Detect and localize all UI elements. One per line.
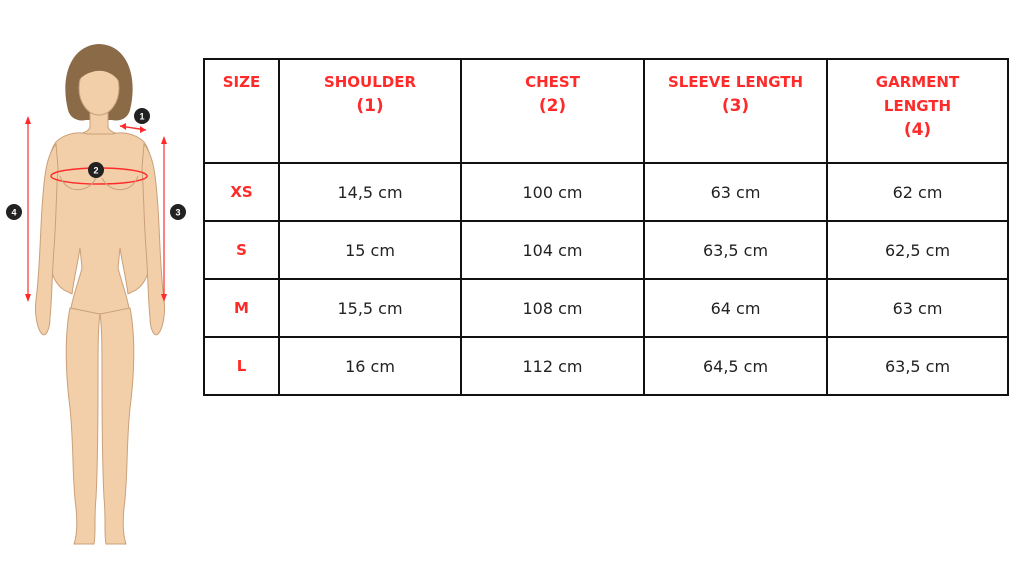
header-sleeve-length: SLEEVE LENGTH (3) <box>644 59 827 163</box>
sleeve-cell: 63,5 cm <box>644 221 827 279</box>
chest-cell: 108 cm <box>461 279 644 337</box>
chest-cell: 104 cm <box>461 221 644 279</box>
svg-text:1: 1 <box>139 111 145 122</box>
shoulder-cell: 14,5 cm <box>279 163 461 221</box>
chest-cell: 112 cm <box>461 337 644 395</box>
sleeve-cell: 63 cm <box>644 163 827 221</box>
sleeve-cell: 64,5 cm <box>644 337 827 395</box>
marker-2-icon <box>88 162 104 178</box>
shoulder-cell: 15 cm <box>279 221 461 279</box>
sleeve-cell: 64 cm <box>644 279 827 337</box>
garment-cell: 63,5 cm <box>827 337 1008 395</box>
table-row <box>204 337 1008 395</box>
header-shoulder: SHOULDER (1) <box>279 59 461 163</box>
marker-4-icon <box>6 204 22 220</box>
table-row <box>204 163 1008 221</box>
chest-cell: 100 cm <box>461 163 644 221</box>
marker-1-icon <box>134 108 150 124</box>
svg-text:3: 3 <box>175 207 181 218</box>
header-size: SIZE <box>204 59 279 163</box>
svg-text:4: 4 <box>11 207 17 218</box>
shoulder-cell: 16 cm <box>279 337 461 395</box>
table-row <box>204 279 1008 337</box>
size-cell: M <box>204 279 279 337</box>
shoulder-cell: 15,5 cm <box>279 279 461 337</box>
header-chest: CHEST (2) <box>461 59 644 163</box>
woman-silhouette-illustration <box>0 38 200 553</box>
size-cell: S <box>204 221 279 279</box>
garment-cell: 63 cm <box>827 279 1008 337</box>
garment-cell: 62,5 cm <box>827 221 1008 279</box>
size-chart-table <box>203 58 1009 396</box>
table-row <box>204 221 1008 279</box>
header-garment-length: GARMENT LENGTH (4) <box>827 59 1008 163</box>
body-measurement-figure <box>0 38 200 553</box>
table-header-row <box>204 59 1008 163</box>
size-cell: XS <box>204 163 279 221</box>
garment-cell: 62 cm <box>827 163 1008 221</box>
marker-3-icon <box>170 204 186 220</box>
svg-text:2: 2 <box>93 165 99 176</box>
size-cell: L <box>204 337 279 395</box>
